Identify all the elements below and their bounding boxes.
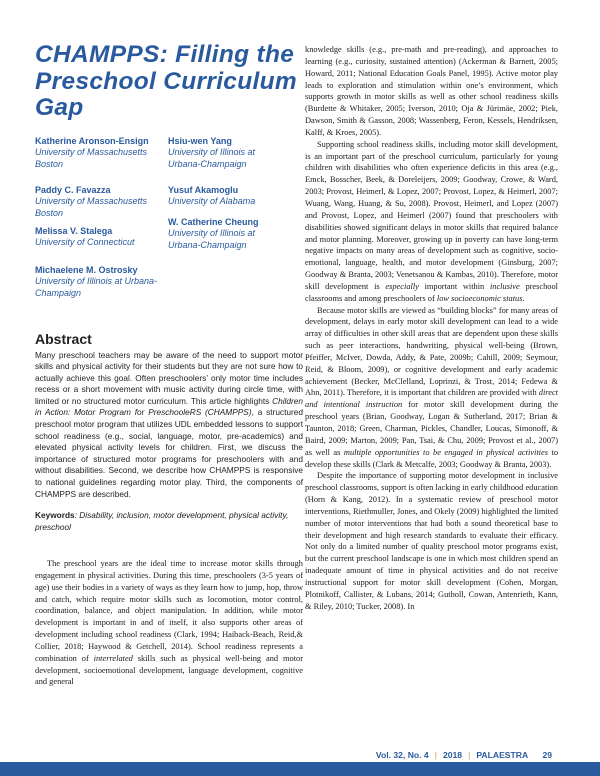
author-affiliation: University of Illinois at Urbana-Champaign bbox=[35, 276, 158, 298]
text-run: skills such as physical well-being and motor development, socioemotional development, language development, cognitive and general bbox=[35, 653, 303, 687]
left-column bbox=[35, 42, 303, 533]
program-name: Children in Action: Motor Program for PreschooleRS (CHAMPPS) bbox=[35, 395, 303, 418]
footer-bar bbox=[0, 762, 600, 776]
author-block bbox=[35, 226, 163, 249]
left-body-text bbox=[35, 558, 303, 688]
author-block bbox=[168, 217, 280, 252]
author-block bbox=[35, 265, 163, 300]
author-name: Yusuf Akamoglu bbox=[168, 184, 239, 195]
text-run: Because motor skills are viewed as “building blocks” for many areas of development, delays in early motor skill development can lead to a wide array of difficulties in other skill areas that are dependent upon these skills such as peer interactions, handwriting, physical well-being (Brown, Pfeiffer, McIver, Dowda, Addy, & Pate, 2009b; Cahill, 2009; Seymour, Reid, & Bloom, 2009), or cognitive development and early academic achievement (Becker, McClelland, Loprinzi, & Trost, 2014; Fedewa & Ahn, 2011). Therefore, it is important that children are provided with bbox=[305, 305, 558, 398]
abstract-text-part: Many preschool teachers may be aware of the need to support motor skills and physical activity for their students but they are not sure how to actually achieve this goal. Often preschoolers’ only motor time includes recess or a short movement with music activity during circle time, with limited or no structured motor curriculum. This article highlights bbox=[35, 349, 303, 406]
footer-journal: PALAESTRA bbox=[476, 750, 529, 760]
author-affiliation: University of Massachusetts Boston bbox=[35, 147, 148, 169]
emphasis: inclusive bbox=[489, 281, 520, 291]
author-name: Michaelene M. Ostrosky bbox=[35, 264, 138, 275]
emphasis: low socioeconomic status bbox=[436, 293, 523, 303]
text-run: Supporting school readiness skills, including motor skill development, is an important part of the preschool curriculum, particularly for young children with disabilities who often experience deficits in this area (e.g., Emck, Bosscher, Beek, & Doreleijers, 2009; Goodway, Crowe, & Ward, 2003; Provost, Heimerl, & Lopez, 2007; Provost, Lopez, & Heimerl, 2007; Wuang, Wang, Huang, & Su, 2008). Provost, Heimerl, and Lopez (2007) and Provost, Lopez, and Heimerl (2007) found that preschoolers with disabilities showed significant delays in motor skills that required balance and motor planning. Moreover, growing up in poverty can have long-term negative impacts on many areas of development such as cognitive, socio-emotional, language, health, and motor development (Ginsburg, 2007; Goodway & Branta, 2003; Venetsanou & Kambas, 2010). Therefore, motor skill development is bbox=[305, 139, 558, 291]
body-paragraph bbox=[35, 558, 303, 688]
keywords bbox=[35, 510, 303, 533]
author-affiliation: University of Illinois at Urbana-Champaign bbox=[168, 228, 256, 250]
author-block bbox=[168, 136, 278, 171]
text-run: to develop these skills (Clark & Metcalfe, 2003; Goodway & Branta, 2003). bbox=[305, 447, 559, 469]
author-block bbox=[35, 185, 163, 220]
page-footer bbox=[376, 750, 552, 760]
text-run: . bbox=[522, 293, 525, 303]
footer-year: 2018 bbox=[442, 750, 463, 760]
emphasis: especially bbox=[385, 281, 419, 291]
right-column bbox=[305, 44, 558, 613]
text-run: for motor skill development during the preschool years (Brian, Goodway, Logan & Sutherland, 2017; Brian & Taunton, 2018; Green, Charman, Pickles, Chandler, Loucas, Simonoff, & Baird, 2009; Marton, 2009; Pan, Tsai, & Chu, 2009; Provost et al., 2007) as well as bbox=[305, 400, 558, 457]
author-list bbox=[35, 136, 303, 331]
abstract-text bbox=[35, 350, 303, 501]
footer-separator: | bbox=[434, 750, 437, 760]
footer-page-number: 29 bbox=[542, 750, 552, 760]
footer-separator: | bbox=[468, 750, 471, 760]
author-name: Paddy C. Favazza bbox=[35, 184, 111, 195]
author-name: Katherine Aronson-Ensign bbox=[35, 135, 149, 146]
body-paragraph bbox=[305, 139, 558, 305]
keywords-text: : Disability, inclusion, motor development, physical activity, preschool bbox=[35, 510, 289, 532]
body-paragraph: Despite the importance of supporting motor development in inclusive preschool classrooms, support is often lacking in early childhood education (Horn & Kang, 2012). In a systematic review of preschool motor interventions, Riethmuller, Jones, and Okely (2009) highlighted the limited number of motor interventions that had both a sound theoretical base to their development and high research standards to evaluate their efficacy. Not only do a limited number of quality preschool motor programs exist, but the current preschool landscape is one in which most children spend an inadequate amount of time in physical activities and do not receive instructional support for motor skill development (Cohen, Morgan, Plotnikoff, Callister, & Lubans, 2014; Gutholl, Cowan, Antenrieth, Kann, & Riley, 2010; Tucker, 2008). In bbox=[305, 471, 558, 611]
abstract-heading: Abstract bbox=[35, 330, 92, 347]
author-affiliation: University of Massachusetts Boston bbox=[35, 196, 148, 218]
keywords-label: Keywords bbox=[35, 510, 75, 521]
author-name: Melissa V. Stalega bbox=[35, 225, 113, 236]
text-run: important within bbox=[418, 281, 490, 291]
author-affiliation: University of Connecticut bbox=[35, 237, 135, 247]
author-affiliation: University of Alabama bbox=[168, 196, 256, 206]
abstract-text-part: , a structured preschool motor program that utilizes UDL embedded lessons to support school readiness (e.g., social, language, motor, pre-academics) and elevated physical activity levels for children. First, we discuss the importance of structured motor programs for preschoolers with and without disabilities. Second, we describe how CHAMPPS is responsive to national guidelines regarding motor play. Third, the components of CHAMPPS are described. bbox=[35, 407, 303, 499]
author-block bbox=[35, 136, 167, 171]
body-paragraph: knowledge skills (e.g., pre-math and pre-reading), and approaches to learning (e.g., curiosity, sustained attention) (Ackerman & Barnett, 2005; Howard, 2011; National Education Goals Panel, 1995). Active motor play leads to exploration and stimulation within one’s environment, which supports growth in motor skills as well as other school readiness skills (Burdette & Whitaker, 2005; Iverson, 2010; Oja & Jürimäe, 2002; Piek, Dawson, Smith & Gasson, 2008; Wassenberg, Feron, Kessels, Hendriksen, Kalff, & Kroes, 2005). bbox=[305, 45, 558, 137]
footer-volume: Vol. 32, No. 4 bbox=[375, 750, 429, 760]
emphasis: interrelated bbox=[93, 653, 133, 663]
text-run: preschool classrooms and among preschoolers of bbox=[305, 281, 558, 303]
author-name: W. Catherine Cheung bbox=[168, 216, 259, 227]
author-name: Hsiu-wen Yang bbox=[168, 135, 232, 146]
text-run: The preschool years are the ideal time to increase motor skills through engagement in physical activities. During this time, preschoolers (3-5 years of age) use their bodies in a variety of ways as they learn how to jump, hop, throw and catch, which require motor skills such as locomotion, motor control, coordination, balance, and object manipulation. In addition, while motor development is important in and of itself, it also supports other areas of development including school readiness (Clark, 1994; Haiback-Beach, Reid,& Collier, 2018; Haywood & Getchell, 2014). School readiness represents a combination of bbox=[35, 559, 303, 663]
author-block bbox=[168, 185, 278, 208]
article-title: CHAMPPS: Filling the Preschool Curriculum Gap bbox=[35, 41, 297, 121]
author-affiliation: University of Illinois at Urbana-Champaign bbox=[168, 147, 256, 169]
emphasis: direct and intentional instruction bbox=[305, 388, 558, 410]
emphasis: multiple opportunities to be engaged in physical activities bbox=[343, 447, 548, 457]
body-paragraph bbox=[305, 305, 558, 471]
